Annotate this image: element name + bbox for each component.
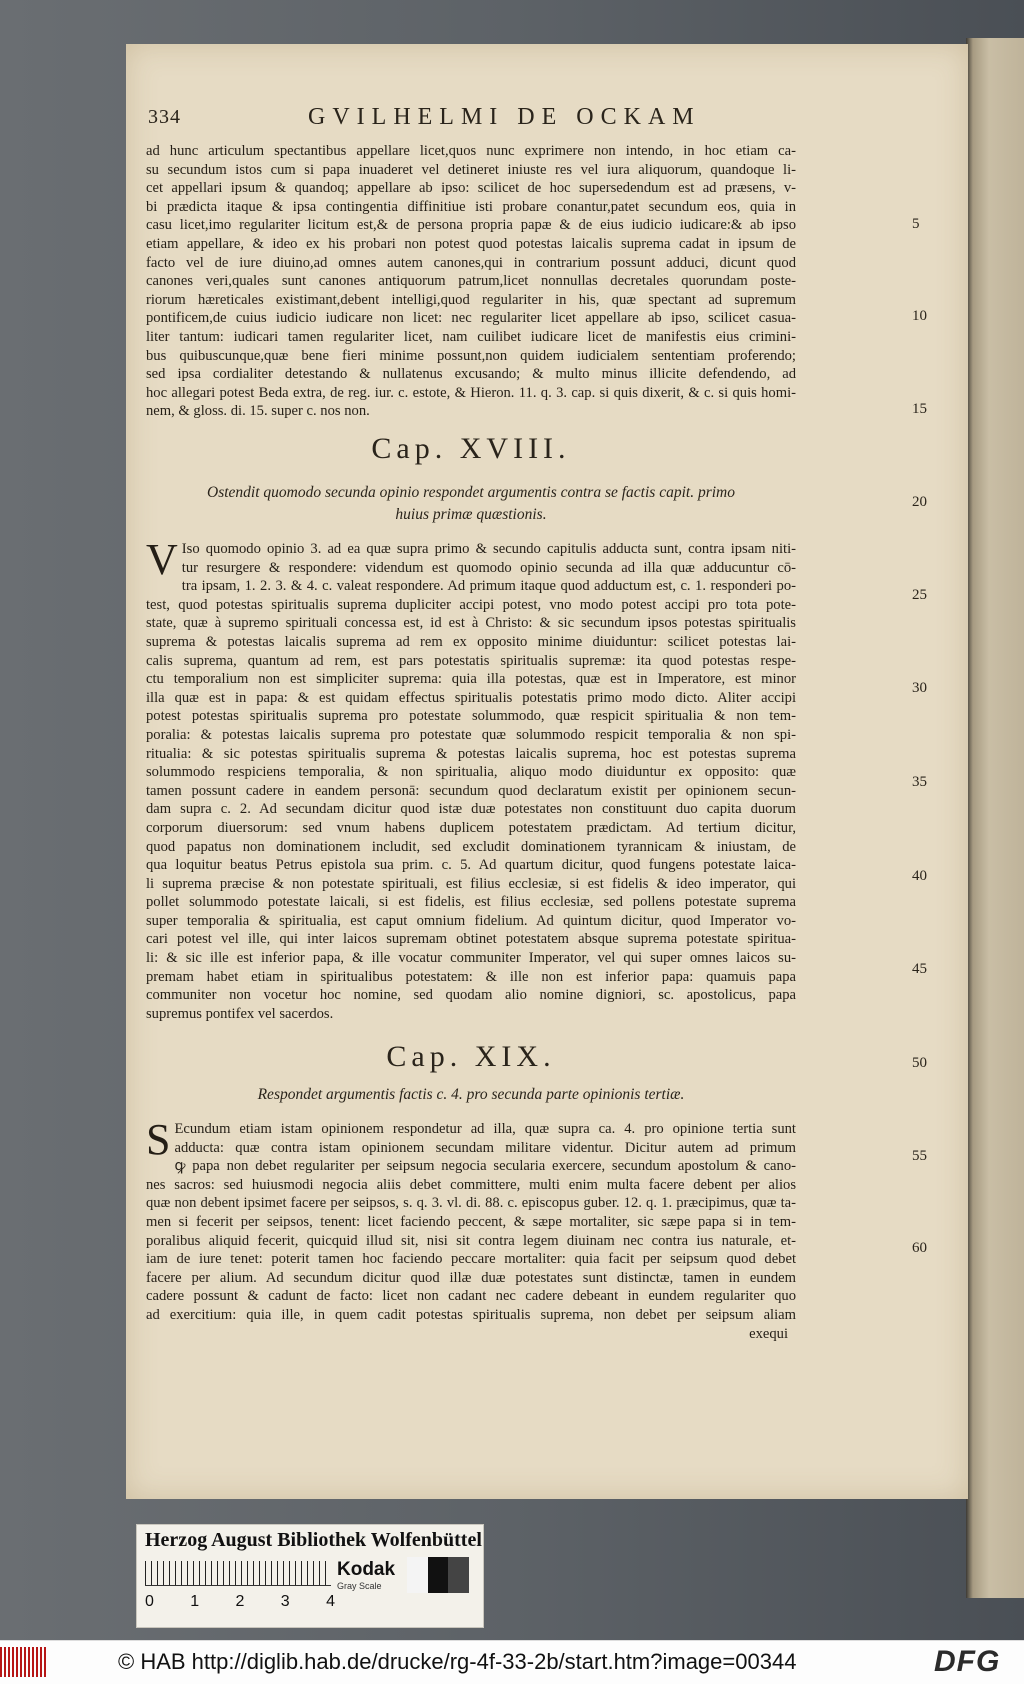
- line-number: 5: [912, 216, 920, 232]
- catchword: exequi: [749, 1325, 788, 1342]
- text-line: tur resurgere & respondere: videndum est quomodo opinio secunda ad illa quæ adducuntur cō-: [181, 559, 796, 576]
- text-line: su secundum istos cum si papa inuaderet vel detineret iniuste res vel iura aliquorum, quandoque li-: [146, 161, 796, 178]
- text-line: bi prædicta itaque & ipsa contingentia diffinitiue isti probare conantur,patet secundum eos, quia in: [146, 198, 796, 215]
- text-line: poralibus aliquid fecerit, quicquid illud sit, nisi sit contra legem diuinam nec contra ius naturale, et-: [146, 1232, 796, 1249]
- text-line: dam supra c. 2. Ad secundam dicitur quod istæ duæ potestates non constituunt duo capita duorum: [146, 801, 796, 818]
- text-block-1: [146, 142, 796, 421]
- subtitle-line: Ostendit quomodo secunda opinio respondet argumentis contra se factis capit. primo: [207, 484, 735, 501]
- chapter-19-heading: Cap. XIX.: [386, 1040, 556, 1073]
- text-line: calis suprema, quantum ad rem, est pars potestatis spiritualis supremæ: ita quod potestas respe-: [146, 652, 796, 669]
- ruler-number: 4: [326, 1593, 335, 1610]
- dfg-logo: DFG: [934, 1645, 1001, 1678]
- line-number: 45: [912, 961, 927, 977]
- text-line: bus quibuscunque,quæ bene fieri minime possunt,non quidem iudicialem sententiam proferendo;: [146, 347, 796, 364]
- text-line: ad exercitium: quia ille, in quem cadit potestas spiritualis suprema, non debet per seipsum aliam: [146, 1306, 796, 1323]
- gray-scale-patches: [407, 1557, 469, 1593]
- line-number: 30: [912, 680, 927, 696]
- page-number: 334: [148, 106, 181, 128]
- text-line: pollet solummodo potestate laicali, si est fidelis, est filius ecclesiæ, sed pollens potestate suprema: [146, 894, 796, 911]
- line-number: 35: [912, 774, 927, 790]
- text-line: cadere possunt & cadunt de facto: licet non cadant nec cadere debeant in eundem regulariter quo: [146, 1288, 796, 1305]
- ruler-number: 0: [145, 1593, 154, 1610]
- text-line: tra ipsam, 1. 2. 3. & 4. c. valeat respondere. Ad primum itaque quod adductum est, c. 1. responderi po-: [181, 578, 796, 595]
- line-number: 60: [912, 1240, 927, 1256]
- text-line: canones veri,quales sunt canones antiquorum patrum,licet nonnullas decretales quorundam poste-: [146, 273, 796, 290]
- line-number: 40: [912, 868, 927, 884]
- text-line: suprema & potestas laicalis suprema ad rem ex opposito minime diuiduntur: scilicet potestas lai-: [146, 633, 796, 650]
- ruler-number: 1: [190, 1593, 200, 1610]
- text-line: quod papatus non dominationem includit, sed excludit dominationem tyrannicam & iniustam, de: [146, 838, 796, 855]
- text-line: corporum diuersorum: sed vnum habens duplicem potestatem prædictam. Ad tertium dicitur,: [146, 819, 796, 836]
- text-line: super temporalia & spiritualia, est caput omnium fidelium. Ad quintum dicitur, quod Imperator vo-: [146, 912, 796, 929]
- chapter-18-heading: Cap. XVIII.: [371, 432, 571, 465]
- paragraph: [146, 142, 796, 421]
- text-line: facere per alium. Ad secundum dicitur quod illæ duæ potestates sunt distinctæ, tamen in eundem: [146, 1269, 796, 1286]
- line-number: 15: [912, 401, 927, 417]
- barcode-icon: [0, 1647, 48, 1677]
- text-line: pontificem,de cuius iudicio iudicare non licet: nec regulariter licet appellare ab ipso, scilicet casua-: [146, 310, 796, 327]
- text-line: li: & sic ille est inferior papa, & ille vocatur communiter Imperator, vel qui super omnes laicos su-: [146, 950, 796, 967]
- text-line: ctu temporalium non est simpliciter suprema: quia illa potestas, quæ est in Imperatore, est minor: [146, 671, 796, 688]
- text-line: facto vel de iure diuino,ad omnes autem canones,qui in contrarium possunt adduci, dicunt quod: [146, 254, 796, 271]
- text-line: tamen possunt cadere in eandem personā: secundum quod declaratum existit per opinionem secun-: [146, 782, 796, 799]
- text-line: illa quæ est in papa: & est quidam effectus spiritualis potestatis primo modo dicto. Aliter accipi: [146, 689, 796, 706]
- text-line: qua loquitur beatus Petrus epistola sua prim. c. 5. Ad quartum dicitur, quod fungens potestate laica-: [146, 857, 796, 874]
- library-name: Herzog August Bibliothek Wolfenbüttel: [145, 1529, 482, 1551]
- text-line: Ecundum etiam istam opinionem respondetur ad illa, quæ supra ca. 4. pro opinione tertia sunt: [174, 1121, 796, 1137]
- text-line: ad hunc articulum spectantibus appellare licet,quos nunc exprimere non intendo, in hoc etiam ca-: [146, 143, 796, 159]
- text-line: hoc allegari potest Beda extra, de reg. iur. c. estote, & Hieron. 11. q. 3. cap. si quis dixerit, & c. si quis homi-: [146, 384, 796, 401]
- library-scale-card: [136, 1524, 484, 1628]
- text-line: liter tantum: iudicari tamen regulariter licet, nam cuilibet iudicare licet de manifestis eius crimini-: [146, 328, 796, 345]
- chapter-18-subtitle: [146, 482, 796, 526]
- text-line: ꝙ papa non debet regulariter per seipsum negocia secularia exercere, secundum apostolum & cano-: [174, 1158, 796, 1175]
- text-line: quæ non debent ipsimet facere per seipsos, s. q. 3. vl. di. 88. c. episcopus guber. 12. q. 1. præcipimus, quæ ta-: [146, 1195, 796, 1212]
- text-line: ritualia: & sic potestas spiritualis suprema & potestas laicalis suprema, hoc est potestas suprema: [146, 745, 796, 762]
- text-line: solummodo respiciens temporalia, & non spiritualia, aliquo modo diuiduntur ex opposito: quæ: [146, 764, 796, 781]
- ruler-numbers: [145, 1593, 335, 1611]
- text-line: li suprema præcise & non potestate spirituali, est filius ecclesiæ, si est fidelis & ideo imperator, qui: [146, 875, 796, 892]
- text-line: riorum hæreticales existimant,debent intelligi,quod regulariter in his, quæ spectant ad supremum: [146, 291, 796, 308]
- text-line: sed ipsa cordialiter detestando & nullatenus excusando; & multo minus illicite defendendo, ad: [146, 366, 796, 383]
- adjacent-page-edge: [966, 38, 1024, 1598]
- chapter-18-text: [146, 535, 796, 1023]
- paragraph: [146, 1115, 796, 1343]
- page-header: [148, 106, 918, 130]
- ruler-number: 2: [235, 1593, 245, 1610]
- text-line: poralia: & potestas laicalis suprema pro potestate quæ solummodo respicit temporalia & non spi-: [146, 726, 796, 743]
- text-line: cari potest vel ille, qui inter laicos supremam obtinet potestatem absque suprema potestate spiritua-: [146, 931, 796, 948]
- text-line: potest potestas spiritualis suprema pro potestate solummodo, quæ respicit spiritualia & non tem-: [146, 708, 796, 725]
- kodak-logo: Kodak: [337, 1559, 396, 1580]
- copyright-link[interactable]: © HAB http://diglib.hab.de/drucke/rg-4f-33-2b/start.htm?image=00344: [118, 1649, 797, 1674]
- ruler-number: 3: [280, 1593, 290, 1610]
- chapter-19-text: [146, 1115, 796, 1343]
- text-line: nem, & gloss. di. 15. super c. nos non.: [146, 403, 370, 420]
- running-head: GVILHELMI DE OCKAM: [308, 104, 701, 130]
- ruler: [145, 1561, 331, 1586]
- text-line: supremus pontifex vel sacerdos.: [146, 1005, 334, 1022]
- viewer-footer: [0, 1640, 1024, 1684]
- chapter-19-subtitle: Respondet argumentis factis c. 4. pro secunda parte opinionis tertiæ.: [257, 1086, 685, 1103]
- drop-cap: V: [146, 535, 178, 584]
- text-line: iam de iure tenet: poterit tamen hoc faciendo peccare mortaliter: quia facit per seipsum quod debet: [146, 1251, 796, 1268]
- line-number: 25: [912, 587, 927, 603]
- text-line: premam habet etiam in spiritualibus potestatem: & ille non est inferior papa: quamuis papa: [146, 968, 796, 985]
- line-number: 20: [912, 494, 927, 510]
- gray-scale-label: Gray Scale: [337, 1581, 382, 1591]
- paragraph: [146, 535, 796, 1023]
- text-line: communiter non vocetur hoc nomine, sed quodam alio nomine digniori, sc. apostolicus, papa: [146, 987, 796, 1004]
- text-line: nes sacros: sed huiusmodi negocia aliis debet committere, multi enim multa facere debent per alios: [146, 1176, 796, 1193]
- subtitle-line: huius primæ quæstionis.: [395, 506, 547, 523]
- text-line: men si fecerit per seipsos, tenent: licet faciendo peccent, & sæpe mortaliter, sic sæpe papa si in tem-: [146, 1213, 796, 1230]
- text-line: etiam appellare, & ideo ex his probari non potest quod potestas laicalis suprema cadat in ipsum de: [146, 235, 796, 252]
- text-line: Iso quomodo opinio 3. ad ea quæ supra primo & secundo capitulis adducta sunt, contra ipsam niti-: [181, 541, 796, 557]
- line-number: 10: [912, 308, 927, 324]
- text-line: state, quæ à supremo spirituali concessa est, id est à Christo: & sic secundum ipsos potestas spiritualis: [146, 615, 796, 632]
- text-line: casu licet,imo regulariter licitum est,& de persona propria papæ & de eius iudicio iudicare:& ab ipso: [146, 217, 796, 234]
- text-line: cet appellari ipsum & quandoq; appellare ab ipso: scilicet de hoc supersedendum est ad præsens, v-: [146, 180, 796, 197]
- line-number: 55: [912, 1148, 927, 1164]
- text-line: adducta: quæ contra istam opinionem secundam militare videntur. Dicitur autem ad primum: [174, 1139, 796, 1156]
- drop-cap: S: [146, 1115, 171, 1164]
- line-number: 50: [912, 1055, 927, 1071]
- text-line: test, quod potestas spiritualis suprema dupliciter accipi potest, vno modo potest accipi pro tota pote-: [146, 596, 796, 613]
